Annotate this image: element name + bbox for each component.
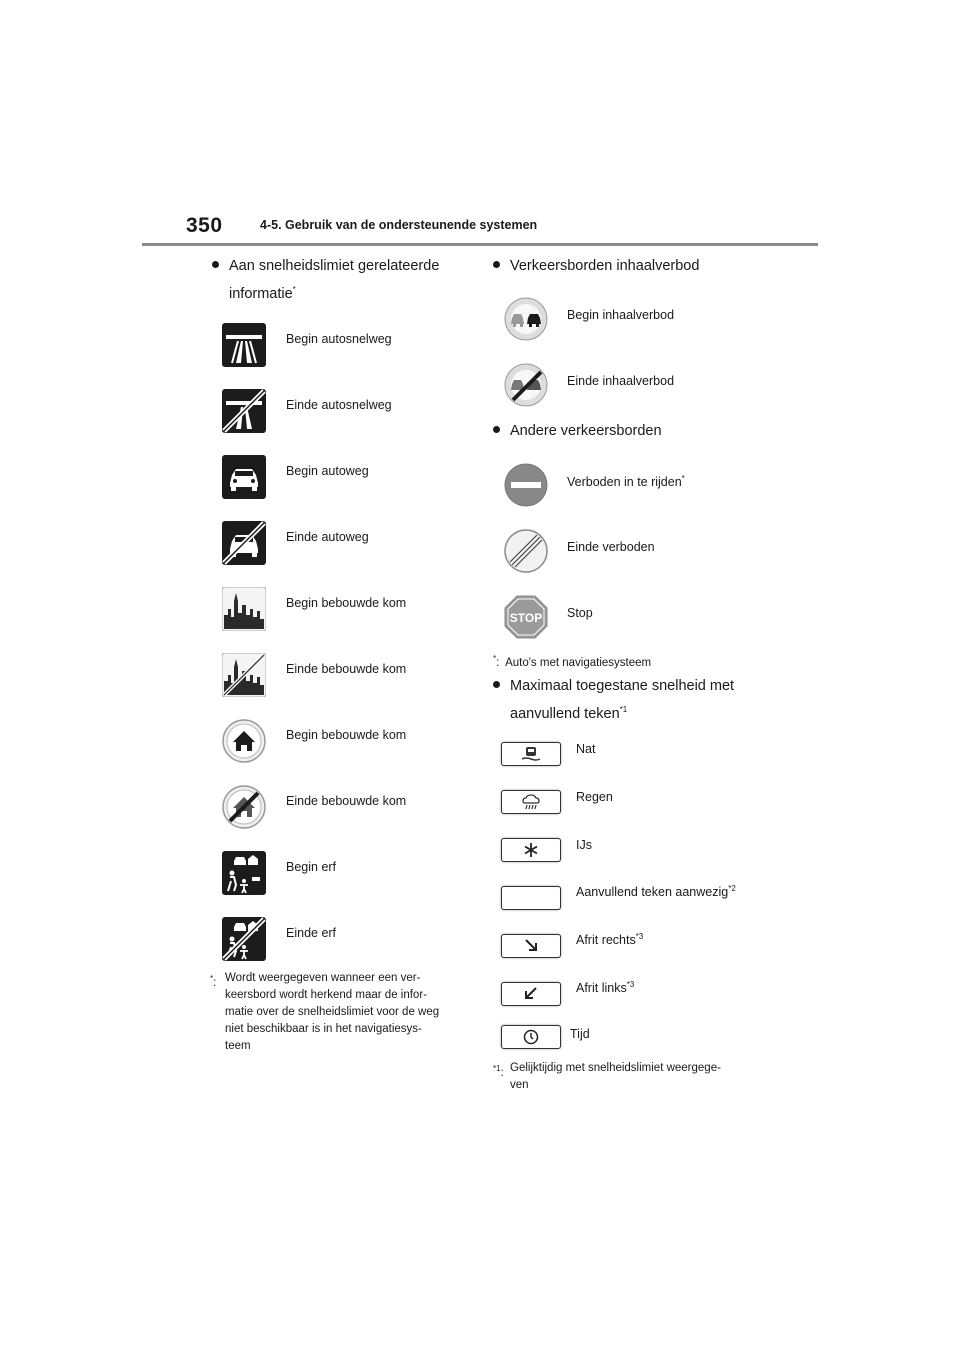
label-motorway-start: Begin autosnelweg xyxy=(286,332,392,346)
label-ice: IJs xyxy=(576,838,592,852)
label-additional-sign: Aanvullend teken aanwezig$^{*2}$ xyxy=(576,884,736,900)
section-title: 4-5. Gebruik van de ondersteunende systemen xyxy=(260,218,538,232)
label-living-street-start: Begin erf xyxy=(286,860,337,874)
end-restrictions-icon xyxy=(504,529,548,573)
label-wet: Nat xyxy=(576,742,596,756)
motorway-start-icon xyxy=(222,323,266,367)
label-exit-left: Afrit links$^{*3}$ xyxy=(576,980,635,996)
heading-speed-supplementary: Maximaal toegestane snelheid met aanvullend teken$^{*1}$ xyxy=(493,674,734,726)
left-footnote-mark: *: xyxy=(210,974,217,989)
residential-start-icon xyxy=(222,719,266,763)
snowflake-icon xyxy=(501,838,561,862)
stop-sign-icon xyxy=(504,595,548,639)
label-time: Tijd xyxy=(570,1027,590,1041)
right-footnote-2-mark: $^{*1}$: xyxy=(493,1064,504,1079)
living-street-end-icon xyxy=(222,917,266,961)
arrow-down-right-icon xyxy=(501,934,561,958)
end-no-overtaking-icon xyxy=(504,363,548,407)
left-heading: Aan snelheidslimiet gerelateerde informatie* xyxy=(212,254,439,306)
expressway-end-icon xyxy=(222,521,266,565)
label-city-end: Einde bebouwde kom xyxy=(286,662,407,676)
motorway-end-icon xyxy=(222,389,266,433)
heading-other-signs: Andere verkeersborden xyxy=(493,419,662,443)
bullet-icon xyxy=(493,426,500,433)
label-no-entry: Verboden in te rijden* xyxy=(567,474,685,490)
label-residential-start: Begin bebouwde kom xyxy=(286,728,407,742)
wet-road-icon xyxy=(501,742,561,766)
bullet-icon xyxy=(493,681,500,688)
heading-overtaking: Verkeersborden inhaalverbod xyxy=(493,254,699,278)
label-rain: Regen xyxy=(576,790,613,804)
no-entry-icon xyxy=(504,463,548,507)
city-end-icon xyxy=(222,653,266,697)
city-start-icon xyxy=(222,587,266,631)
stop-sign-text: STOP xyxy=(509,611,543,625)
label-no-overtaking: Begin inhaalverbod xyxy=(567,308,675,322)
no-overtaking-icon xyxy=(504,297,548,341)
label-residential-end: Einde bebouwde kom xyxy=(286,794,407,808)
right-footnote-2: Gelijktijdig met snelheidslimiet weergege- ven xyxy=(510,1062,721,1091)
label-city-start: Begin bebouwde kom xyxy=(286,596,407,610)
label-living-street-end: Einde erf xyxy=(286,926,337,940)
label-stop: Stop xyxy=(567,606,593,620)
label-exit-right: Afrit rechts$^{*3}$ xyxy=(576,932,644,948)
label-end-no-overtaking: Einde inhaalverbod xyxy=(567,374,675,388)
rain-cloud-icon xyxy=(501,790,561,814)
bullet-icon xyxy=(212,261,219,268)
header-rule xyxy=(142,243,818,246)
label-motorway-end: Einde autosnelweg xyxy=(286,398,392,412)
residential-end-icon xyxy=(222,785,266,829)
clock-icon xyxy=(501,1025,561,1049)
bullet-icon xyxy=(493,261,500,268)
label-expressway-start: Begin autoweg xyxy=(286,464,369,478)
label-expressway-end: Einde autoweg xyxy=(286,530,369,544)
expressway-start-icon xyxy=(222,455,266,499)
blank-panel-icon xyxy=(501,886,561,910)
living-street-start-icon xyxy=(222,851,266,895)
left-footnote: Wordt weergegeven wanneer een ver- keersbord wordt herkend maar de infor- matie over de snelheidslimiet voor de weg niet beschikbaar is in het navigatiesys- teem xyxy=(225,972,440,1052)
page-number: 350 xyxy=(186,214,223,237)
arrow-down-left-icon xyxy=(501,982,561,1006)
right-footnote-1: *: Auto's met navigatiesysteem xyxy=(493,654,652,669)
label-end-restrictions: Einde verboden xyxy=(567,540,655,554)
